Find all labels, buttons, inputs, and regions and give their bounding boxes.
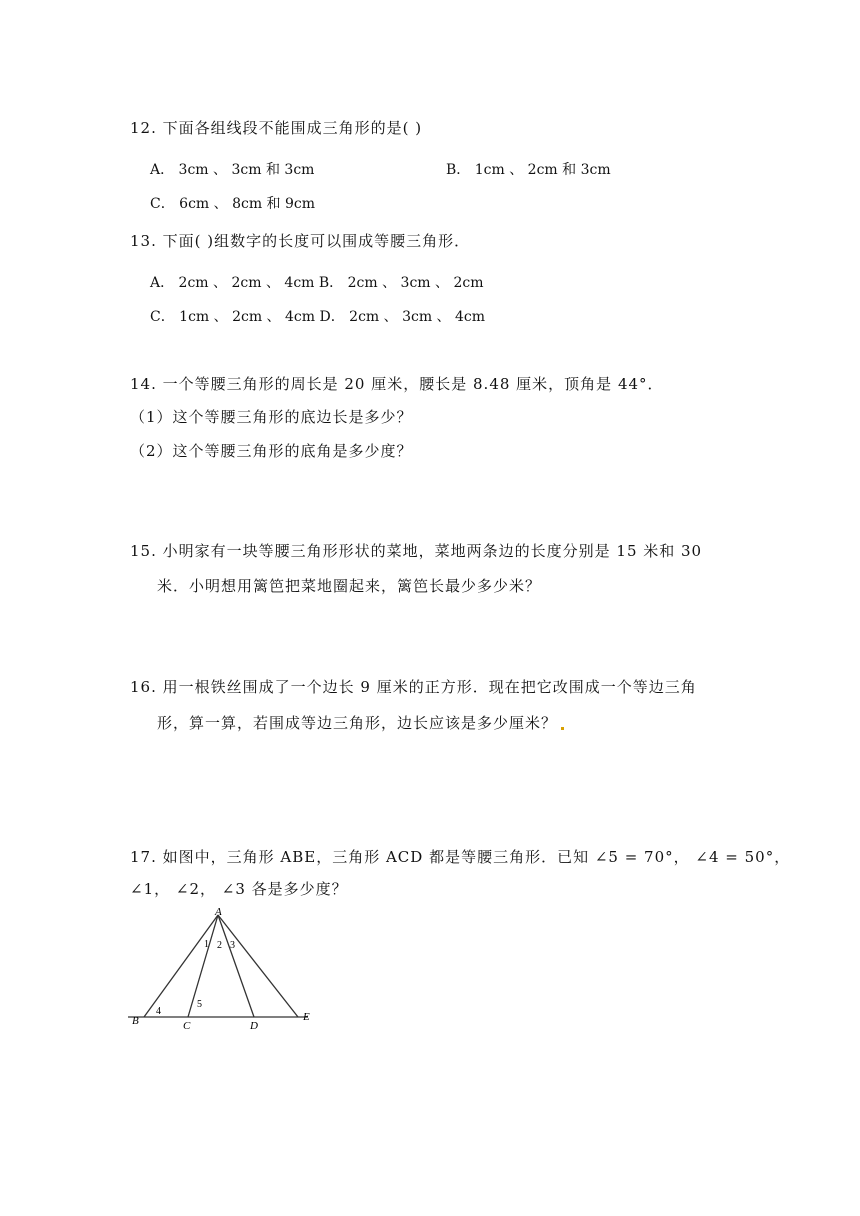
angle-4-label: 4 <box>156 1006 161 1017</box>
segment-ae <box>218 915 298 1017</box>
q16-stem-line-2 <box>157 712 564 733</box>
segment-ac <box>188 915 218 1017</box>
highlight-mark <box>561 727 564 730</box>
triangle-figure <box>128 905 328 1030</box>
angle-1-label: 1 <box>204 939 209 950</box>
point-e-label: E <box>303 1011 310 1023</box>
point-c-label: C <box>183 1020 191 1030</box>
q16-stem-line-1: 16. 用一根铁丝围成了一个边长 9 厘米的正方形．现在把它改围成一个等边三角 <box>130 678 697 696</box>
q14-sub-1: （1）这个等腰三角形的底边长是多少？ <box>130 408 413 426</box>
q12-stem: 12. 下面各组线段不能围成三角形的是( ) <box>130 119 423 137</box>
segment-ad <box>218 915 254 1017</box>
q15-stem-line-2: 米．小明想用篱笆把菜地圈起来，篱笆长最少多少米？ <box>157 577 542 595</box>
angle-2-label: 2 <box>217 940 222 951</box>
q16-stem-line-2-text: 形，算一算，若围成等边三角形，边长应该是多少厘米？ <box>157 714 558 732</box>
q12-option-b: B． 1cm 、 2cm 和 3cm <box>446 162 611 178</box>
q15-stem-line-1: 15. 小明家有一块等腰三角形形状的菜地，菜地两条边的长度分别是 15 米和 30 <box>130 542 703 560</box>
q13-options-ab: A． 2cm 、 2cm 、 4cm B． 2cm 、 3cm 、 2cm <box>150 275 484 291</box>
point-d-label: D <box>250 1020 258 1030</box>
q12-option-a: A． 3cm 、 3cm 和 3cm <box>150 162 315 178</box>
q12-option-c: C． 6cm 、 8cm 和 9cm <box>150 196 316 212</box>
segment-ab <box>144 915 218 1017</box>
point-b-label: B <box>132 1015 139 1027</box>
point-a-label: A <box>215 906 222 918</box>
q13-options-cd: C． 1cm 、 2cm 、 4cm D． 2cm 、 3cm 、 4cm <box>150 309 486 325</box>
q13-stem: 13. 下面( )组数字的长度可以围成等腰三角形． <box>130 232 471 250</box>
angle-5-label: 5 <box>197 999 202 1010</box>
q14-sub-2: （2）这个等腰三角形的底角是多少度？ <box>130 442 413 460</box>
q14-stem: 14. 一个等腰三角形的周长是 20 厘米，腰长是 8.48 厘米，顶角是 44°． <box>130 375 664 393</box>
angle-3-label: 3 <box>230 940 235 951</box>
q17-stem-line-2: ∠1， ∠2， ∠3 各是多少度？ <box>130 880 348 898</box>
q17-stem-line-1: 17. 如图中，三角形 ABE，三角形 ACD 都是等腰三角形．已知 ∠5 = 70°， ∠4 = 50°， <box>130 848 791 866</box>
